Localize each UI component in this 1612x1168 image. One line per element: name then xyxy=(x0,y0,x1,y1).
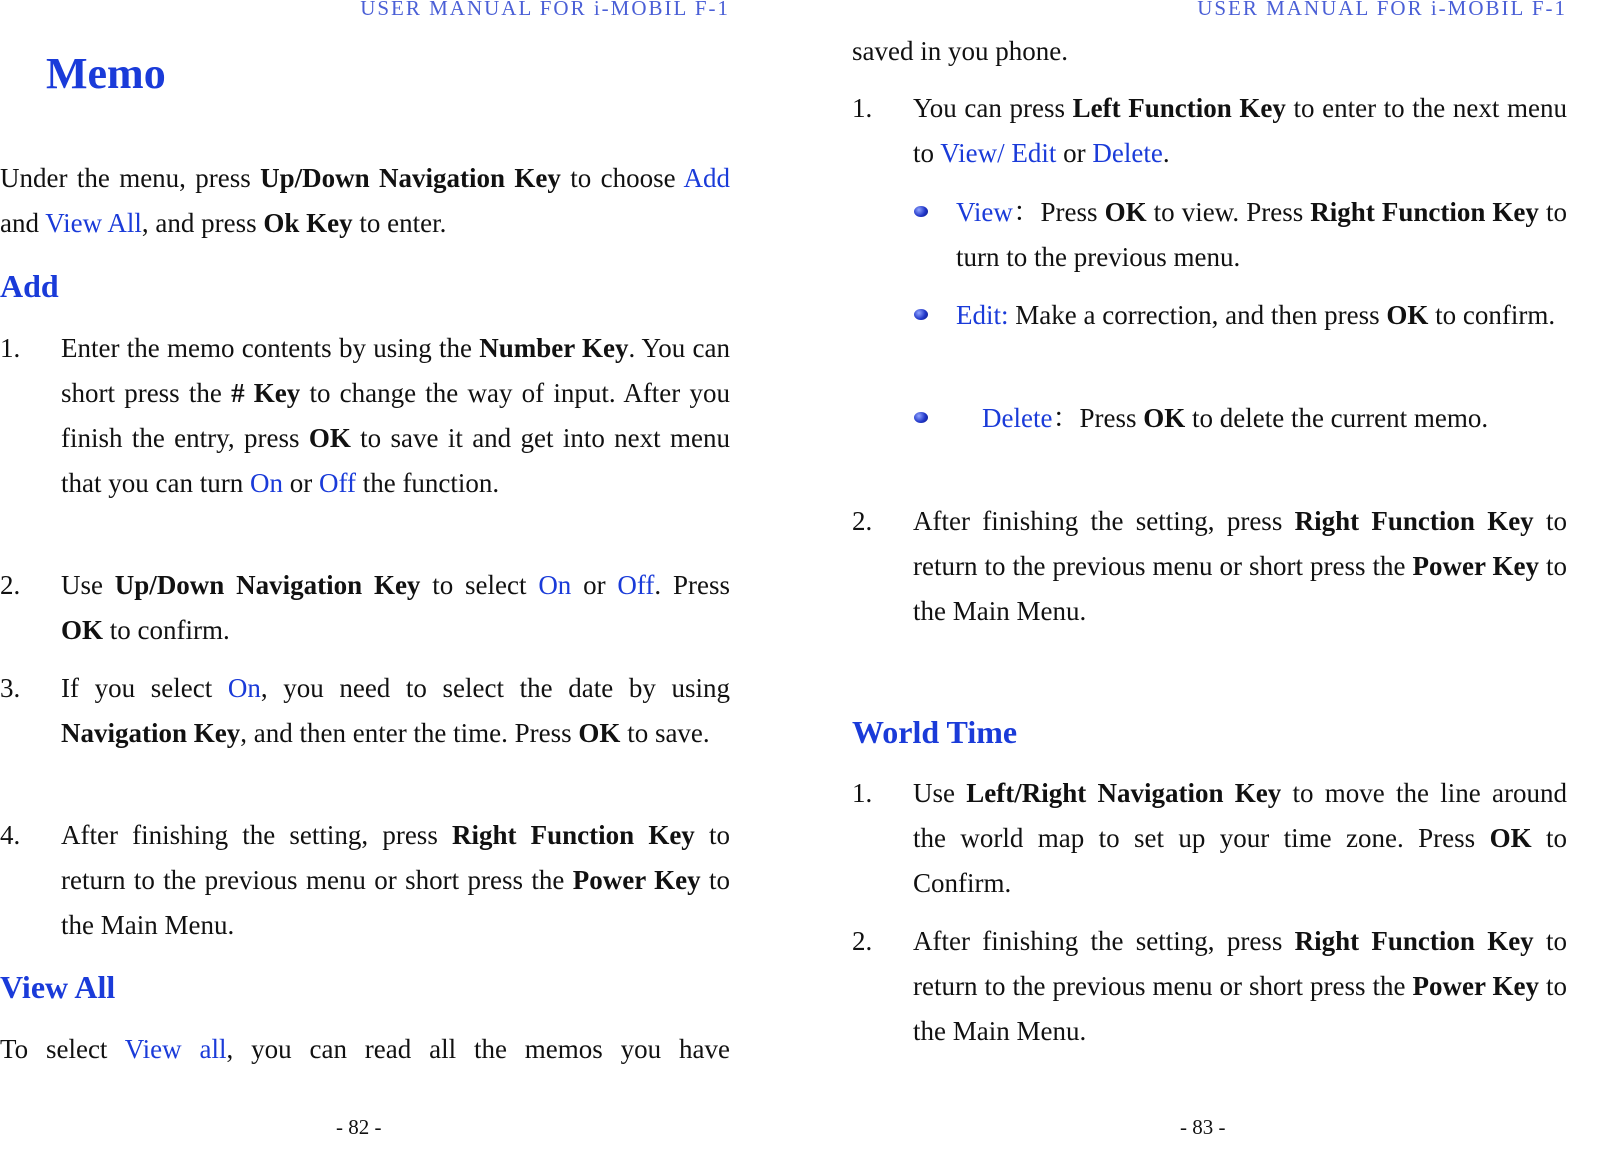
list-item: 2. After finishing the setting, press Right Function Key to return to the previous menu or short press the Power Key to the Main Menu. xyxy=(852,926,1567,1046)
section-heading-add: Add xyxy=(0,268,59,304)
continuation-text: saved in you phone. xyxy=(852,36,1068,66)
intro-paragraph: Under the menu, press Up/Down Navigation Key to choose Add and View All, and press Ok Key to enter. xyxy=(0,163,731,238)
list-item: 1. Use Left/Right Navigation Key to move the line around the world map to set up your time zone. Press OK to Confirm. xyxy=(852,778,1567,898)
view-all-paragraph: To select View all, you can read all the memos you have xyxy=(0,1034,730,1064)
list-item: 2. Use Up/Down Navigation Key to select On or Off. Press OK to confirm. xyxy=(0,570,730,645)
section-heading-world-time: World Time xyxy=(852,714,1018,750)
bullet-icon xyxy=(914,412,928,423)
right-page xyxy=(852,0,1567,1168)
section-heading-view-all: View All xyxy=(0,969,116,1005)
page-number: - 82 - xyxy=(336,1115,382,1139)
bullet-item-view: View：Press OK to view. Press Right Function Key to turn to the previous menu. xyxy=(914,190,1567,280)
page-title: Memo xyxy=(46,49,166,98)
list-item: 2. After finishing the setting, press Right Function Key to return to the previous menu or short press the Power Key to the Main Menu. xyxy=(852,506,1567,626)
bullet-icon xyxy=(914,309,928,320)
page-header: USER MANUAL FOR i-MOBIL F-1 xyxy=(360,0,730,20)
list-item: 3. If you select On, you need to select the date by using Navigation Key, and then enter the time. Press OK to save. xyxy=(0,673,730,748)
left-page xyxy=(0,0,730,1168)
bullet-item-edit: Edit: Make a correction, and then press OK to confirm. xyxy=(914,293,1567,338)
list-item: 1. Enter the memo contents by using the Number Key. You can short press the # Key to change the way of input. After you finish the entry, press OK to save it and get into next menu that you can turn On or Off the function. xyxy=(0,333,730,498)
list-item: 1. You can press Left Function Key to enter to the next menu to View/ Edit or Delete. xyxy=(852,93,1568,168)
page-number: - 83 - xyxy=(1180,1115,1226,1139)
bullet-item-delete: Delete：Press OK to delete the current memo. xyxy=(904,396,1567,441)
list-item: 4. After finishing the setting, press Right Function Key to return to the previous menu or short press the Power Key to the Main Menu. xyxy=(0,820,730,940)
page-header: USER MANUAL FOR i-MOBIL F-1 xyxy=(1197,0,1567,20)
bullet-icon xyxy=(914,206,928,217)
